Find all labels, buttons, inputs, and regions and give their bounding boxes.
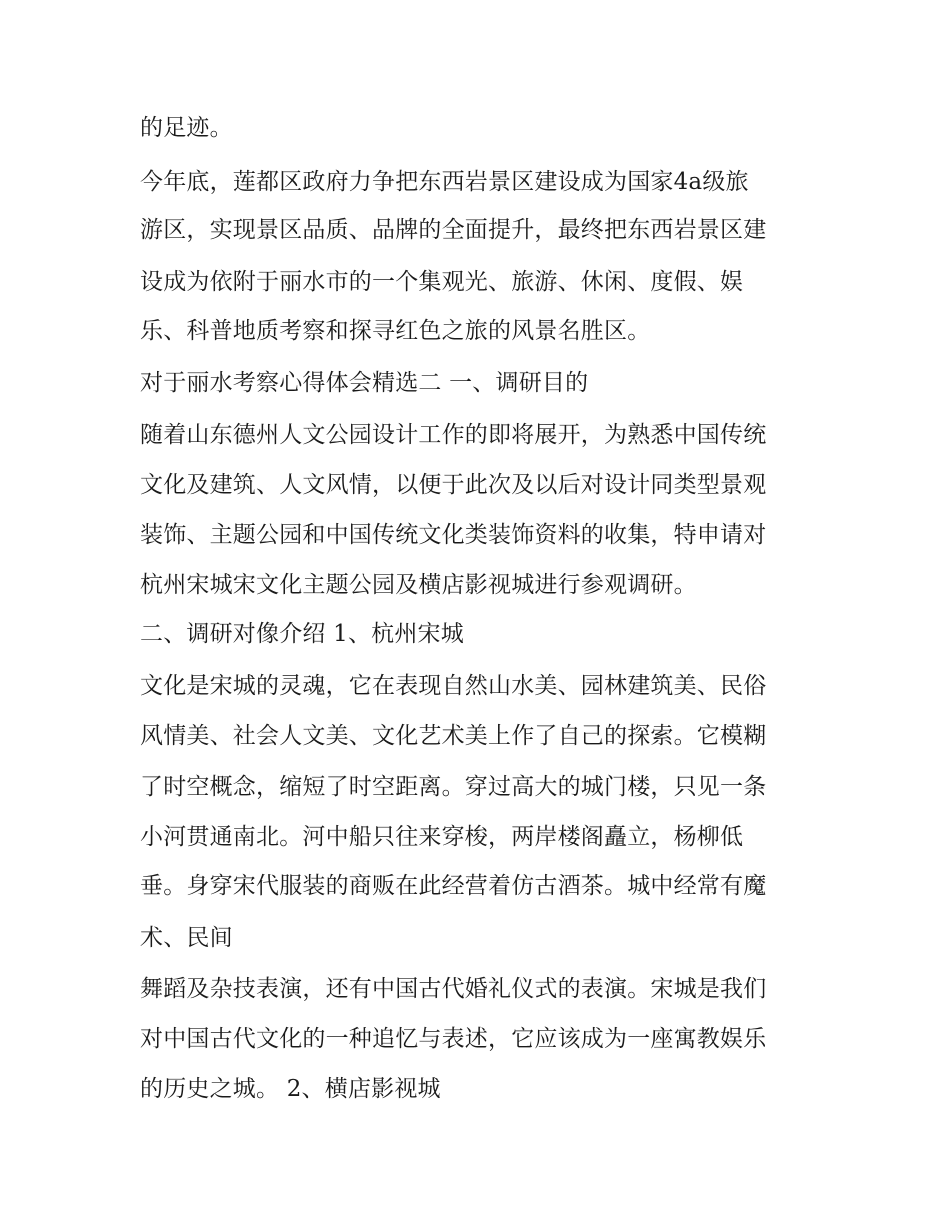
text-line: 术、民间 (140, 925, 233, 951)
text-line: 游区，实现景区品质、品牌的全面提升，最终把东西岩景区建 (140, 217, 767, 243)
text-line: 今年底，莲都区政府力争把东西岩景区建设成为国家4a级旅 (140, 169, 749, 195)
text-line: 装饰、主题公园和中国传统文化类装饰资料的收集，特申请对 (140, 522, 767, 548)
text-line: 二、调研对像介绍 1、杭州宋城 (140, 621, 464, 647)
text-line: 乐、科普地质考察和探寻红色之旅的风景名胜区。 (140, 318, 651, 344)
text-line: 了时空概念，缩短了时空距离。穿过高大的城门楼，只见一条 (140, 774, 767, 800)
text-line: 杭州宋城宋文化主题公园及横店影视城进行参观调研。 (140, 572, 697, 598)
text-line: 设成为依附于丽水市的一个集观光、旅游、休闲、度假、娱 (140, 269, 744, 295)
text-line: 文化是宋城的灵魂，它在表现自然山水美、园林建筑美、民俗 (140, 673, 767, 699)
text-line: 风情美、社会人文美、文化艺术美上作了自己的探索。它模糊 (140, 723, 767, 749)
text-line: 小河贯通南北。河中船只往来穿梭，两岸楼阁矗立，杨柳低 (140, 824, 744, 850)
text-line: 垂。身穿宋代服装的商贩在此经营着仿古酒茶。城中经常有魔 (140, 873, 767, 899)
text-line: 舞蹈及杂技表演，还有中国古代婚礼仪式的表演。宋城是我们 (140, 976, 767, 1002)
text-line: 的历史之城。 2、横店影视城 (140, 1076, 441, 1102)
text-line: 的足迹。 (140, 115, 233, 141)
text-line: 对中国古代文化的一种追忆与表述，它应该成为一座寓教娱乐 (140, 1026, 767, 1052)
text-line: 对于丽水考察心得体会精选二 一、调研目的 (140, 370, 589, 396)
text-line: 随着山东德州人文公园设计工作的即将展开，为熟悉中国传统 (140, 422, 767, 448)
text-line: 文化及建筑、人文风情，以便于此次及以后对设计同类型景观 (140, 472, 767, 498)
